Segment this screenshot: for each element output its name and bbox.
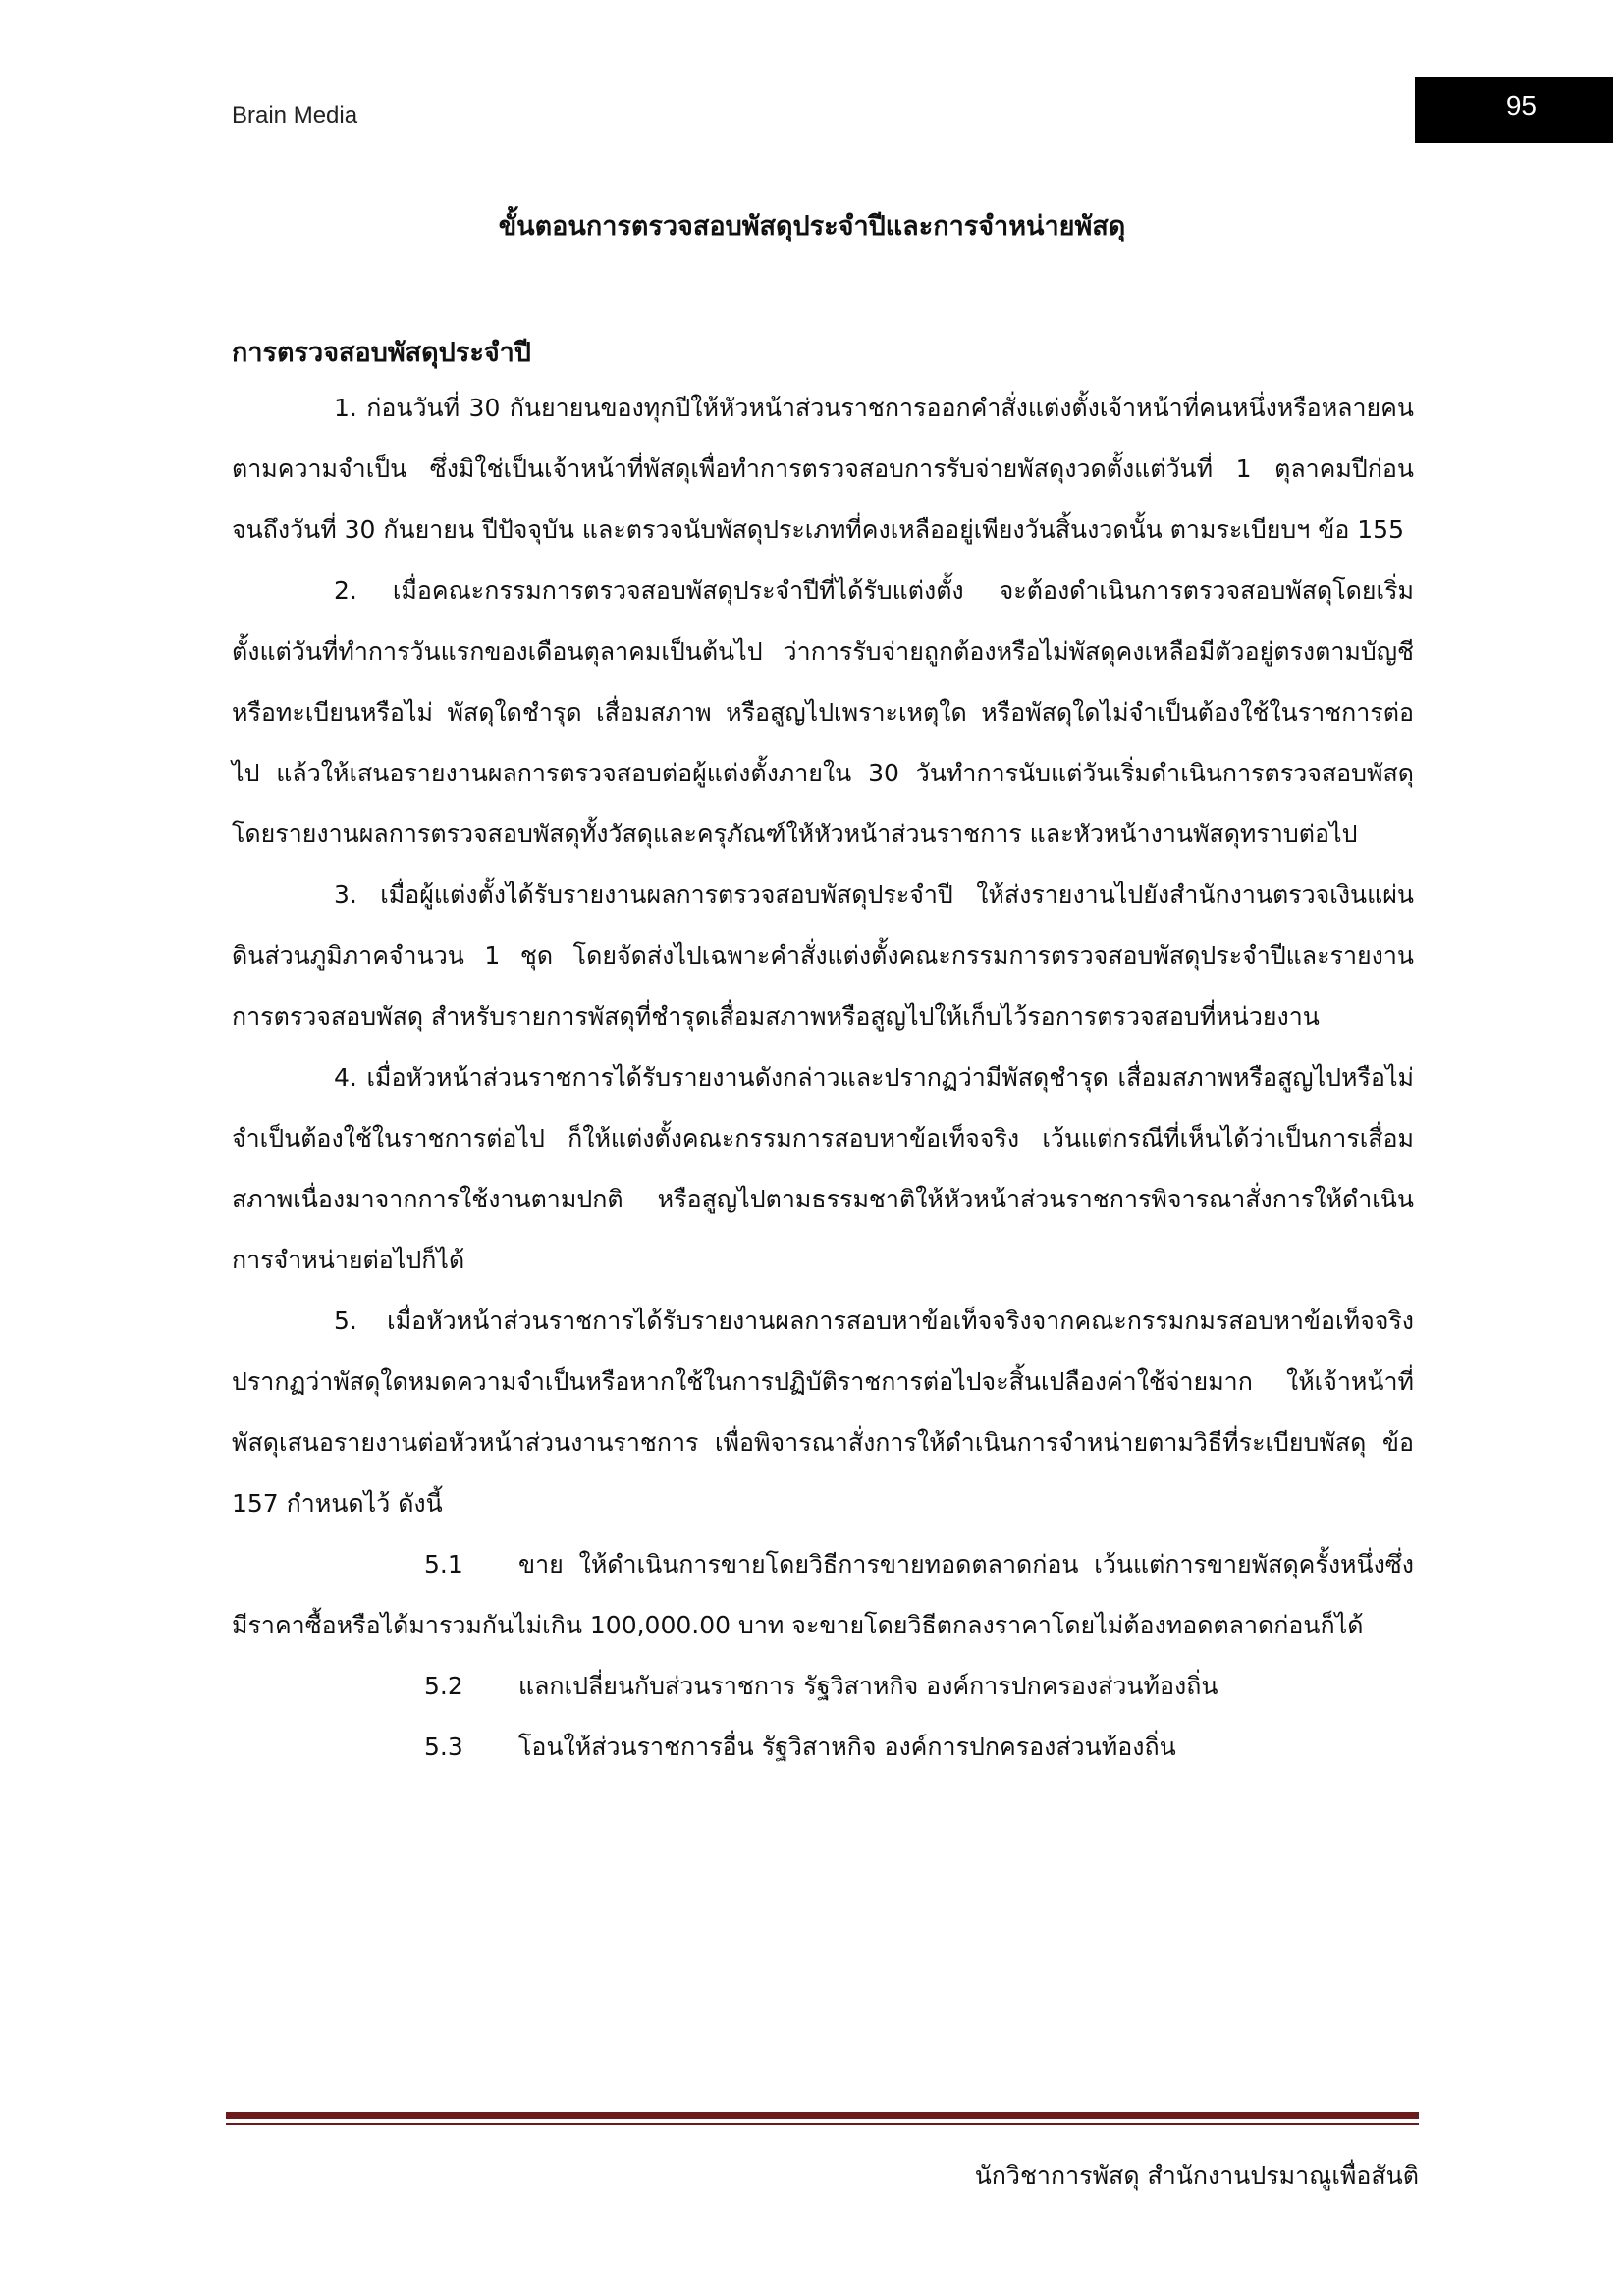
subitem-number: 5.1	[424, 1550, 463, 1578]
paragraph-2: 2. เมื่อคณะกรรมการตรวจสอบพัสดุประจำปีที่ได้รับแต่งตั้ง จะต้องดำเนินการตรวจสอบพัสดุโดยเริ่มตั้งแต่วันที่ทำการวันแรกของเดือนตุลาคมเป็นต้นไป ว่าการรับจ่ายถูกต้องหรือไม่พัสดุคงเหลือมีตัวอยู่ตรงตามบัญชีหรือทะเบียนหรือไม่ พัสดุใดชำรุด เสื่อมสภาพ หรือสูญไปเพราะเหตุใด หรือพัสดุใดไม่จำเป็นต้องใช้ในราชการต่อไป แล้วให้เสนอรายงานผลการตรวจสอบต่อผู้แต่งตั้งภายใน 30 วันทำการนับแต่วันเริ่มดำเนินการตรวจสอบพัสดุ โดยรายงานผลการตรวจสอบพัสดุทั้งวัสดุและครุภัณฑ์ให้หัวหน้าส่วนราชการ และหัวหน้างานพัสดุทราบต่อไป	[232, 576, 1414, 848]
subitem-number: 5.2	[424, 1672, 463, 1700]
paragraph-5: 5. เมื่อหัวหน้าส่วนราชการได้รับรายงานผลการสอบหาข้อเท็จจริงจากคณะกรรมกมรสอบหาข้อเท็จจริง ปรากฏว่าพัสดุใดหมดความจำเป็นหรือหากใช้ในการปฏิบัติราชการต่อไปจะสิ้นเปลืองค่าใช้จ่ายมาก ให้เจ้าหน้าที่พัสดุเสนอรายงานต่อหัวหน้าส่วนงานราชการ เพื่อพิจารณาสั่งการให้ดำเนินการจำหน่ายตามวิธีที่ระเบียบพัสดุ ข้อ 157 กำหนดไว้ ดังนี้	[232, 1307, 1414, 1518]
footer-rule-thick	[226, 2112, 1419, 2119]
page-number: 95	[1505, 90, 1537, 121]
subitem-5-1	[232, 1534, 1414, 1656]
paragraph-4: 4. เมื่อหัวหน้าส่วนราชการได้รับรายงานดังกล่าวและปรากฏว่ามีพัสดุชำรุด เสื่อมสภาพหรือสูญไปหรือไม่จำเป็นต้องใช้ในราชการต่อไป ก็ให้แต่งตั้งคณะกรรมการสอบหาข้อเท็จจริง เว้นแต่กรณีที่เห็นได้ว่าเป็นการเสื่อมสภาพเนื่องมาจากการใช้งานตามปกติ หรือสูญไปตามธรรมชาติให้หัวหน้าส่วนราชการพิจารณาสั่งการให้ดำเนินการจำหน่ายต่อไปก็ได้	[232, 1063, 1414, 1274]
paragraph-3: 3. เมื่อผู้แต่งตั้งได้รับรายงานผลการตรวจสอบพัสดุประจำปี ให้ส่งรายงานไปยังสำนักงานตรวจเงินแผ่นดินส่วนภูมิภาคจำนวน 1 ชุด โดยจัดส่งไปเฉพาะคำสั่งแต่งตั้งคณะกรรมการตรวจสอบพัสดุประจำปีและรายงานการตรวจสอบพัสดุ สำหรับรายการพัสดุที่ชำรุดเสื่อมสภาพหรือสูญไปให้เก็บไว้รอการตรวจสอบที่หน่วยงาน	[232, 881, 1414, 1031]
document-body	[232, 378, 1414, 1778]
subitem-number: 5.3	[424, 1733, 463, 1761]
subitem-text: โอนให้ส่วนราชการอื่น รัฐวิสาหกิจ องค์การปกครองส่วนท้องถิ่น	[518, 1733, 1176, 1761]
subitem-5-3	[232, 1717, 1414, 1778]
subitem-text: ขาย ให้ดำเนินการขายโดยวิธีการขายทอดตลาดก่อน เว้นแต่การขายพัสดุครั้งหนึ่งซึ่งมีราคาซื้อหรือได้มารวมกันไม่เกิน 100,000.00 บาท จะขายโดยวิธีตกลงราคาโดยไม่ต้องทอดตลาดก่อนก็ได้	[232, 1550, 1414, 1639]
paragraph-1: 1. ก่อนวันที่ 30 กันยายนของทุกปีให้หัวหน้าส่วนราชการออกคำสั่งแต่งตั้งเจ้าหน้าที่คนหนึ่งหรือหลายคนตามความจำเป็น ซึ่งมิใช่เป็นเจ้าหน้าที่พัสดุเพื่อทำการตรวจสอบการรับจ่ายพัสดุงวดตั้งแต่วันที่ 1 ตุลาคมปีก่อน จนถึงวันที่ 30 กันยายน ปีปัจจุบัน และตรวจนับพัสดุประเภทที่คงเหลืออยู่เพียงวันสิ้นงวดนั้น ตามระเบียบฯ ข้อ 155	[232, 394, 1414, 544]
footer-rule-thin	[226, 2123, 1419, 2125]
page-number-box	[1415, 77, 1613, 143]
header-brand: Brain Media	[232, 102, 358, 129]
document-title: ขั้นตอนการตรวจสอบพัสดุประจำปีและการจำหน่ายพัสดุ	[498, 211, 1126, 241]
subitem-5-2	[232, 1656, 1414, 1717]
footer-text: นักวิชาการพัสดุ สำนักงานปรมาณูเพื่อสันติ	[974, 2162, 1419, 2190]
section-heading: การตรวจสอบพัสดุประจำปี	[232, 338, 531, 368]
subitem-text: แลกเปลี่ยนกับส่วนราชการ รัฐวิสาหกิจ องค์การปกครองส่วนท้องถิ่น	[518, 1672, 1218, 1700]
